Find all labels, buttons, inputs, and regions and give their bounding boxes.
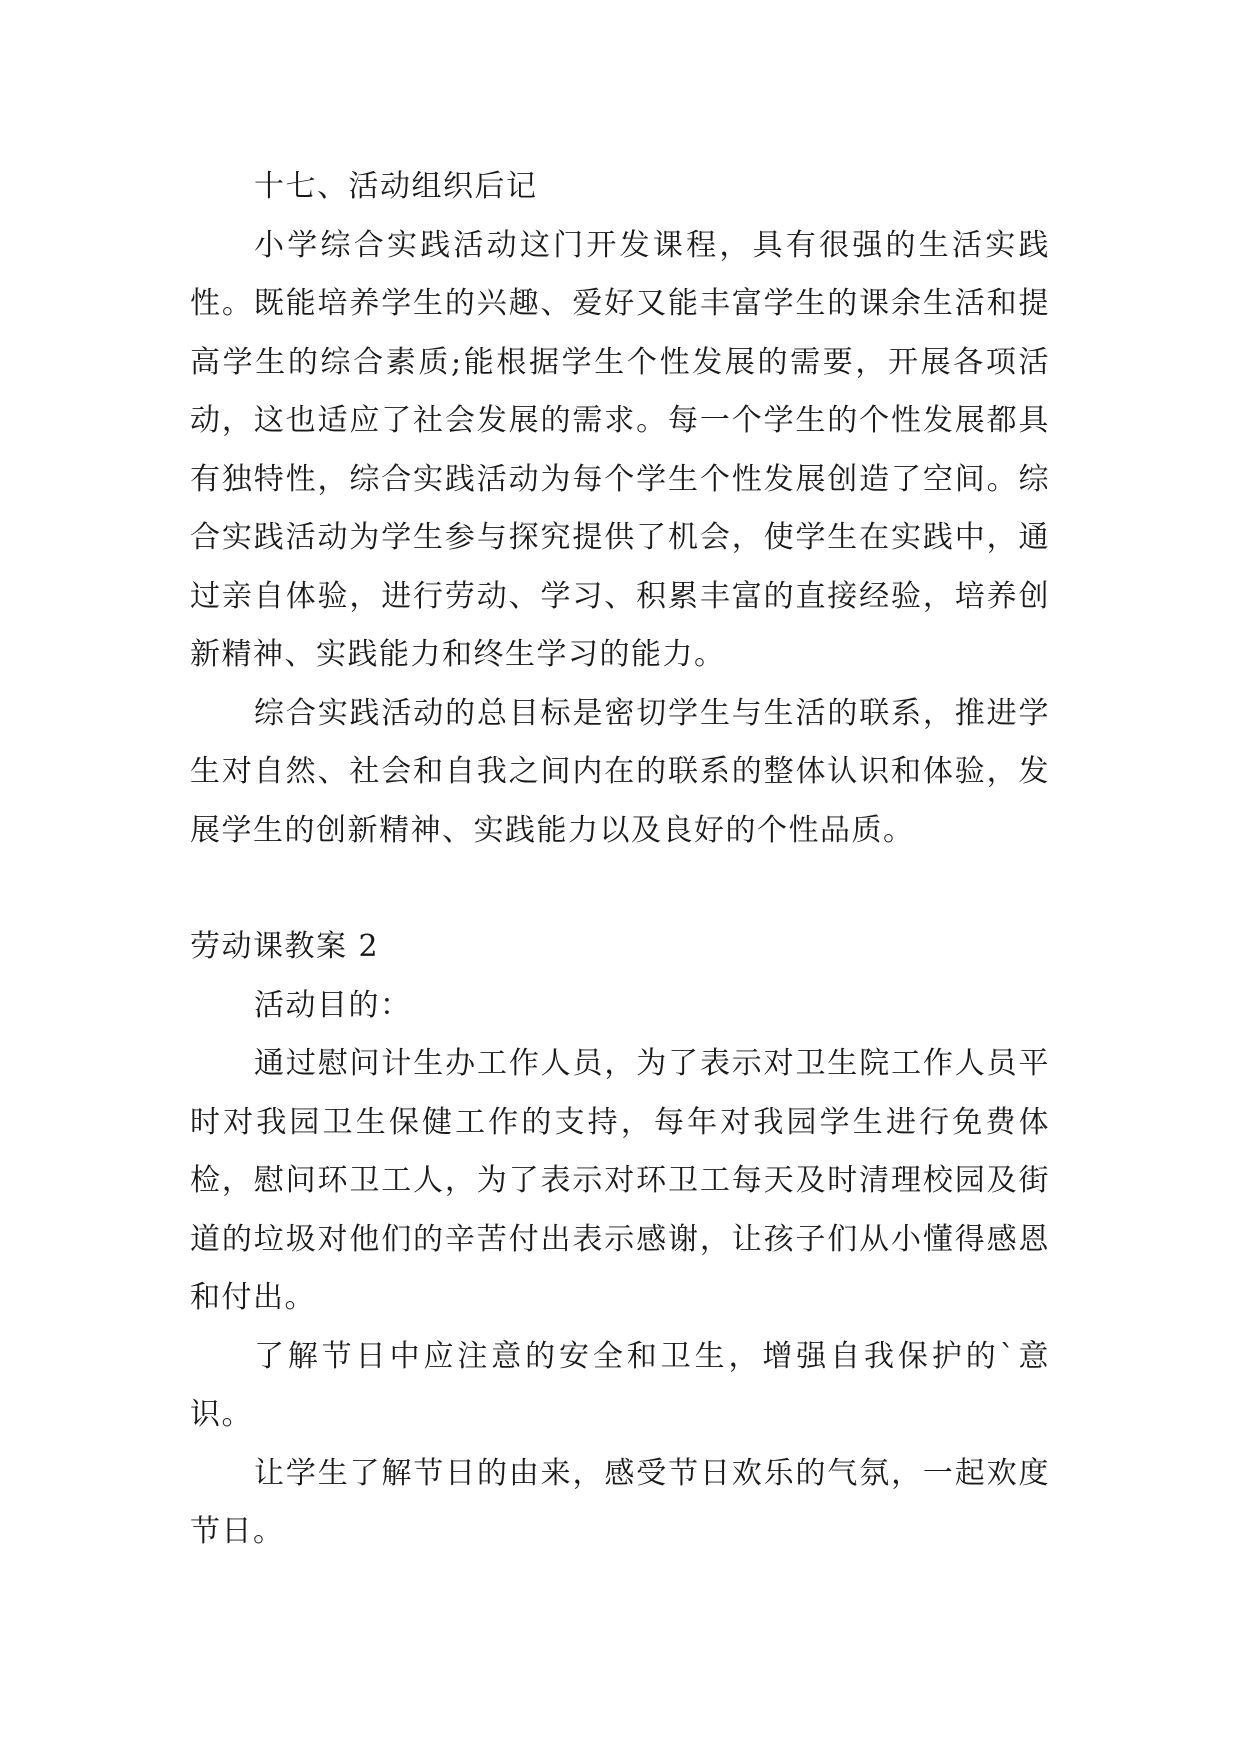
body-paragraph: 综合实践活动的总目标是密切学生与生活的联系，推进学生对自然、社会和自我之间内在的联系的整体认识和体验，发展学生的创新精神、实践能力以及良好的个性品质。: [190, 695, 1050, 848]
body-paragraph: 通过慰问计生办工作人员，为了表示对卫生院工作人员平时对我园卫生保健工作的支持，每年对我园学生进行免费体检，慰问环卫工人，为了表示对环卫工每天及时清理校园及街道的垃圾对他们的辛苦付出表示感谢，让孩子们从小懂得感恩和付出。: [190, 1046, 1050, 1315]
document-body: [190, 158, 1050, 1562]
body-paragraph: 让学生了解节日的由来，感受节日欢乐的气氛，一起欢度节日。: [190, 1455, 1050, 1549]
document-title: 劳动课教案 2: [190, 929, 380, 964]
section-spacer: [190, 860, 1050, 918]
body-paragraph: 小学综合实践活动这门开发课程，具有很强的生活实践性。既能培养学生的兴趣、爱好又能丰富学生的课余生活和提高学生的综合素质;能根据学生个性发展的需要，开展各项活动，这也适应了社会发展的需求。每一个学生的个性发展都具有独特性，综合实践活动为每个学生个性发展创造了空间。综合实践活动为学生参与探究提供了机会，使学生在实践中，通过亲自体验，进行劳动、学习、积累丰富的直接经验，培养创新精神、实践能力和终生学习的能力。: [190, 227, 1050, 672]
section-subheading: 活动目的：: [254, 987, 412, 1023]
body-paragraph: 了解节日中应注意的安全和卫生，增强自我保护的`意识。: [190, 1338, 1050, 1432]
section-heading: 十七、活动组织后记: [254, 169, 538, 204]
